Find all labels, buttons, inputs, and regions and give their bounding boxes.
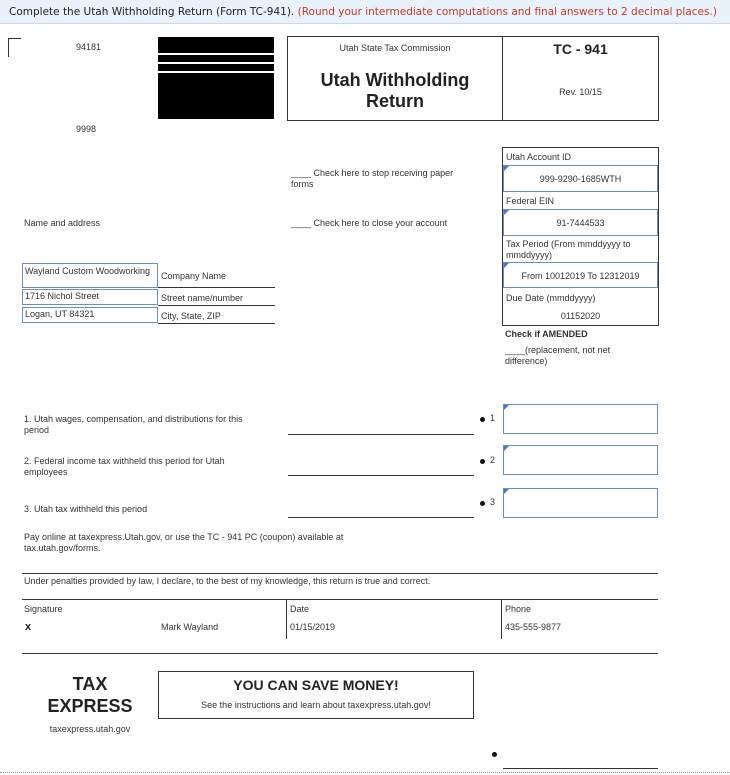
save-money-box: [158, 671, 474, 719]
tax-period-value: From 10012019 To 12312019: [521, 271, 640, 281]
corner-mark: [8, 38, 21, 57]
street-label: Street name/number: [161, 293, 244, 303]
bullet-icon: [480, 501, 485, 506]
date-label: Date: [290, 604, 310, 614]
ein-field[interactable]: [503, 209, 658, 236]
phone-value: 435-555-9877: [505, 622, 562, 632]
company-name-value: Wayland Custom Woodworking: [25, 266, 151, 276]
stop-paper-forms[interactable]: ____ Check here to stop receiving paper forms: [291, 168, 454, 189]
divider: [158, 287, 275, 288]
logo-tax: TAX: [72, 674, 108, 694]
divider: [501, 599, 502, 639]
line-1-input[interactable]: [503, 404, 658, 434]
divider: [286, 599, 287, 639]
line-1-number: 1: [490, 413, 496, 423]
street-input[interactable]: [22, 289, 158, 305]
form-id: TC - 941: [553, 41, 608, 57]
logo-express: EXPRESS: [47, 696, 133, 716]
signature-mark: x: [25, 621, 32, 633]
instruction-bar: [0, 0, 730, 24]
account-id-value: 999-9290-1685WTH: [539, 174, 622, 184]
date-value: 01/15/2019: [290, 622, 336, 632]
bullet-icon: [480, 417, 485, 422]
pay-online-note: Pay online at taxexpress.Utah.gov, or use the TC - 941 PC (coupon) available at tax.utah.gov/forms.: [24, 532, 344, 553]
line-3-input[interactable]: [503, 488, 658, 518]
save-money-sub: See the instructions and learn about taxexpress.utah.gov!: [201, 700, 431, 710]
form-title: Utah Withholding Return: [320, 70, 470, 111]
city-label: City, State, ZIP: [161, 311, 221, 321]
divider: [158, 305, 275, 306]
declaration-text: Under penalties provided by law, I declare, to the best of my knowledge, this return is true and correct.: [24, 576, 431, 586]
due-date-label: Due Date (mmddyyyy): [506, 293, 596, 303]
line-2-input[interactable]: [503, 445, 658, 475]
signature-name: Mark Wayland: [161, 622, 219, 632]
name-address-label: Name and address: [24, 218, 101, 228]
close-account[interactable]: ____ Check here to close your account: [291, 218, 448, 228]
divider: [22, 653, 658, 654]
ein-label: Federal EIN: [506, 196, 555, 206]
tax-express-logo: [30, 673, 150, 717]
company-name-label: Company Name: [161, 271, 227, 281]
title-box: [287, 36, 503, 121]
form-rev: Rev. 10/15: [559, 87, 602, 97]
bullet-icon: [480, 459, 485, 464]
agency-name: Utah State Tax Commission: [339, 43, 451, 53]
amended-label: Check if AMENDED: [505, 329, 588, 339]
divider: [22, 573, 658, 574]
instruction-text: Complete the Utah Withholding Return (Form TC-941).: [9, 6, 295, 18]
page-edge: [0, 772, 730, 773]
due-date-value: 01152020: [560, 311, 601, 321]
line-2-number: 2: [490, 455, 496, 465]
street-value: 1716 Nichol Street: [25, 291, 100, 301]
barcode-block: [158, 37, 274, 119]
city-value: Logan, UT 84321: [25, 309, 95, 319]
account-id-label: Utah Account ID: [506, 152, 572, 162]
tax-express-site: taxexpress.utah.gov: [49, 724, 131, 734]
code-9998: 9998: [76, 124, 97, 134]
save-money-title: YOU CAN SAVE MONEY!: [233, 677, 399, 693]
line-1-label: 1. Utah wages, compensation, and distributions for this period: [24, 414, 243, 435]
amended-checkbox[interactable]: ____(replacement, not net difference): [505, 345, 611, 366]
account-id-field[interactable]: [503, 165, 658, 192]
city-input[interactable]: [22, 307, 158, 323]
line-3-label: 3. Utah tax withheld this period: [24, 504, 148, 514]
bottom-rule: [503, 768, 658, 769]
phone-label: Phone: [505, 604, 532, 614]
signature-label: Signature: [24, 604, 63, 614]
form-id-box: [502, 36, 659, 121]
divider: [502, 325, 659, 326]
divider: [22, 599, 658, 600]
line-2-rule: [288, 475, 474, 476]
instruction-note: (Round your intermediate computations and final answers to 2 decimal places.): [297, 6, 717, 18]
line-2-label: 2. Federal income tax withheld this period for Utah employees: [24, 456, 225, 477]
line-3-rule: [288, 517, 474, 518]
line-1-rule: [288, 434, 474, 435]
bullet-icon: [492, 752, 497, 757]
form-code: 94181: [76, 42, 102, 52]
ein-value: 91-7444533: [556, 218, 605, 228]
divider: [158, 323, 275, 324]
company-name-input[interactable]: [22, 263, 158, 288]
tax-period-label: Tax Period (From mmddyyyy to mmddyyyy): [506, 239, 631, 260]
line-3-number: 3: [490, 497, 496, 507]
tax-period-field[interactable]: [503, 262, 658, 288]
